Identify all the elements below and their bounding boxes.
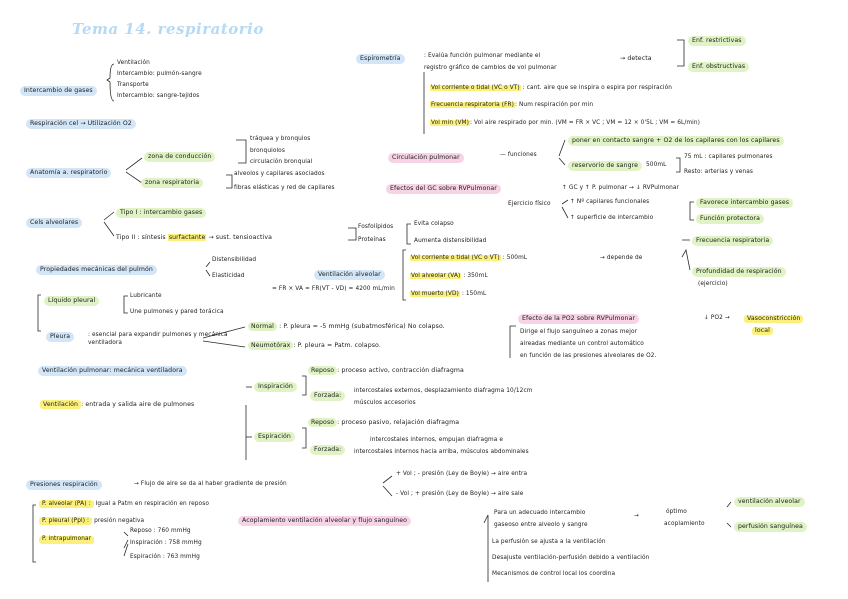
po2-desc: aireadas mediante un control automático [520,341,644,347]
enf-obstructivas: Enf. obstructivas [688,62,749,72]
propiedad-item: Elasticidad [212,273,245,279]
frecuencia-respiratoria: Frecuencia respiratoria [692,236,773,246]
acoplamiento-line: Desajuste ventilación-perfusión debido a ventilación [492,555,650,561]
ventilacion-pulmonar-label: Ventilación pulmonar: mecánica ventiladora [38,366,187,376]
espirometria-desc: registro gráfico de cambios de vol pulmonar [424,65,557,71]
respiratoria-item: alveolos y capilares asociados [234,171,325,177]
ventilacion-def [40,402,194,408]
ventilacion-label: Ventilación [40,400,81,409]
acoplamiento-line: Mecanismos de control local los coordina [492,571,616,577]
pleura-neumotorax: Neumotórax : P. pleura = Patm. colapso. [248,343,381,349]
efecto-evita-colapso: Evita colapso [414,221,454,227]
vol-muerto-150: Vol muerto (VD) : 150mL [411,291,487,297]
ejercicio-note: (ejercicio) [698,281,728,287]
pleura-label: Pleura [46,332,74,342]
funciones-label: — funciones [500,152,537,158]
cels-alveolares-label: Cels alveolares [26,218,82,228]
liquido-pleural-label: Líquido pleural [44,296,99,306]
efecto-po2-label: Efecto de la PO2 sobre RVPulmonar [518,314,639,324]
vasoconstriccion: Vasoconstricción [744,315,803,323]
zona-conduccion: zona de conducción [144,152,215,162]
intercambio-gases-label: Intercambio de gases [20,86,97,96]
anatomia-label: Anatomía a. respiratorio [26,168,111,178]
inspiracion-label: Inspiración [254,382,297,392]
respiratoria-item: fibras elásticas y red de capilares [234,185,335,191]
tipo-2-arrow: → sust. tensioactiva [208,234,272,241]
vol-corriente-500: Vol corriente o tidal (VC o VT) : 500mL [411,255,528,261]
po2-desc: en función de las presiones alveolares de O2. [520,353,657,359]
p-intra-reposo: Reposo : 760 mmHg [130,528,191,534]
intercambio-item: Transporte [117,82,149,88]
ejercicio-fisico: Ejercicio físico [508,201,551,207]
depende-de: → depende de [600,255,643,261]
conduccion-item: circulación bronquial [250,159,313,165]
enf-restrictivas: Enf. restrictivas [688,36,746,46]
presion-mas-vol: + Vol ; - presión (Ley de Boyle) → aire entra [396,471,528,477]
inspiracion-reposo: Reposo : proceso activo, contracción diafragma [308,368,464,374]
tipo-1: Tipo I : intercambio gases [116,208,206,218]
p-intrapulmonar: P. intrapulmonar [39,536,94,544]
ventilacion-desc: : entrada y salida aire de pulmones [81,401,195,408]
liquido-item: Une pulmones y pared torácica [130,309,224,315]
frecuencia-def: Frecuencia respiratoria (FR): Num respiración por min [431,102,594,108]
capilares-pulmonares: 75 mL : capilares pulmonares [684,154,773,160]
p-intra-inspiracion: Inspiración : 758 mmHg [130,540,202,546]
presiones-flujo: → Flujo de aire se da al haber gradiente de presión [134,481,287,487]
po2-arrow: ↓ PO2 → [704,315,730,321]
efectos-gc-label: Efectos del GC sobre RVPulmonar [386,184,501,194]
proteinas: Proteínas [358,237,386,243]
tipo-2-label: Tipo II : síntesis [116,234,166,241]
acoplamiento-label: Acoplamiento ventilación alveolar y flujo sanguíneo [238,516,411,526]
ejercicio-efecto: ↑ superficie de intercambio [570,215,654,221]
p-intra-espiracion: Espiración : 763 mmHg [130,554,200,560]
conduccion-item: bronquiolos [250,148,285,154]
optimo: óptimo [666,509,687,515]
acoplamiento-arrow: → [634,513,639,519]
perfusion-sanguinea: perfusión sanguínea [734,522,807,532]
tipo-2 [116,235,272,241]
acoplamiento-para: gaseoso entre alveolo y sangre [494,522,588,528]
inspiracion-forzada: Forzada: [310,391,345,401]
esp-forzada-line: intercostales internos hacia arriba, músculos abdominales [354,449,529,455]
reservorio-valor: 500mL [646,162,667,168]
liquido-item: Lubricante [130,293,162,299]
funciones-text: funciones [507,152,537,158]
fosfolipidos: Fosfolípidos [358,224,394,230]
p-pleural: P. pleural (Ppl) : presión negativa [39,519,144,525]
intercambio-item: Intercambio: pulmón-sangre [117,71,202,77]
p-alveolar: P. alveolar (PA) : Igual a Patm en respiración en reposo [39,502,209,508]
presion-menos-vol: - Vol ; + presión (Ley de Boyle) → aire sale [396,491,524,497]
po2-desc: Dirige el flujo sanguíneo a zonas mejor [520,329,638,335]
resto-arterias: Resto: arterias y venas [684,169,753,175]
esp-forzada-line: intercostales internos, empujan diafragma e [370,437,503,443]
pleura-desc: : esencial para expandir pulmones y mecánica ventiladora [88,332,228,347]
espiracion-forzada: Forzada: [310,445,345,455]
page-title: Tema 14. respiratorio [72,20,264,38]
ventilacion-alveolar-green: ventilación alveolar [734,497,805,507]
insp-forzada-line: músculos accesorios [354,400,416,406]
vol-alveolar-350: Vol alveolar (VA) : 350mL [411,273,488,279]
ejercicio-efecto: ↑ Nº capilares funcionales [570,199,650,205]
conduccion-item: tráquea y bronquios [250,136,311,142]
presiones-label: Presiones respiración [26,480,102,490]
favorece-intercambio: Favorece intercambio gases [696,198,793,208]
zona-respiratoria: zona respiratoria [141,178,203,188]
insp-forzada-line: intercostales externos, desplazamiento diafragma 10/12cm [354,388,533,394]
profundidad-respiracion: Profundidad de respiración [692,267,786,277]
espiracion-reposo: Reposo : proceso pasivo, relajación diafragma [308,420,459,426]
optimo-acoplamiento: acoplamiento [664,521,705,527]
pleura-normal: Normal : P. pleura = -5 mmHg (subatmosférica) No colapso. [248,324,445,330]
efecto-distensibilidad: Aumenta distensibilidad [414,238,487,244]
circulacion-pulmonar-label: Circulación pulmonar [388,153,464,163]
surfactante-highlight: surfactante [168,234,206,241]
espirometria-desc: : Evalúa función pulmonar mediante el [424,53,541,59]
vasoconstriccion-local: local [752,327,773,335]
ventilacion-alveolar-formula: = FR × VA = FR(VT - VD) = 4200 mL/min [272,286,395,292]
vol-min-def: Vol min (VM): Vol aire respirado por min. (VM = FR × VC ; VM = 12 × 0'5L ; VM = 6L/min) [431,120,700,126]
poner-en-contacto: poner en contacto sangre + O2 de los capilares con los capilares [568,136,784,146]
intercambio-item: Ventilación [117,60,150,66]
espirometria-label: Espirometría [356,54,405,64]
ventilacion-alveolar-label: Ventilación alveolar [314,270,385,280]
detecta-arrow: → detecta [620,55,652,62]
vol-corriente-def: Vol corriente o tidal (VC o VT) : cant. aire que se inspira o espira por respiración [431,85,673,91]
espiracion-label: Espiración [254,432,295,442]
propiedades-label: Propiedades mecánicas del pulmón [36,265,157,275]
efectos-gc-text: ↑ GC y ↑ P. pulmonar → ↓ RVPulmonar [562,185,679,191]
funcion-protectora: Función protectora [696,214,764,224]
acoplamiento-line: La perfusión se ajusta a la ventilación [492,539,606,545]
intercambio-item: Intercambio: sangre-tejidos [117,93,200,99]
reservorio-sangre: reservorio de sangre [568,161,642,171]
respiracion-celular: Respiración cel → Utilización O2 [26,119,136,129]
propiedad-item: Distensibilidad [212,257,257,263]
acoplamiento-para: Para un adecuado intercambio [494,510,586,516]
